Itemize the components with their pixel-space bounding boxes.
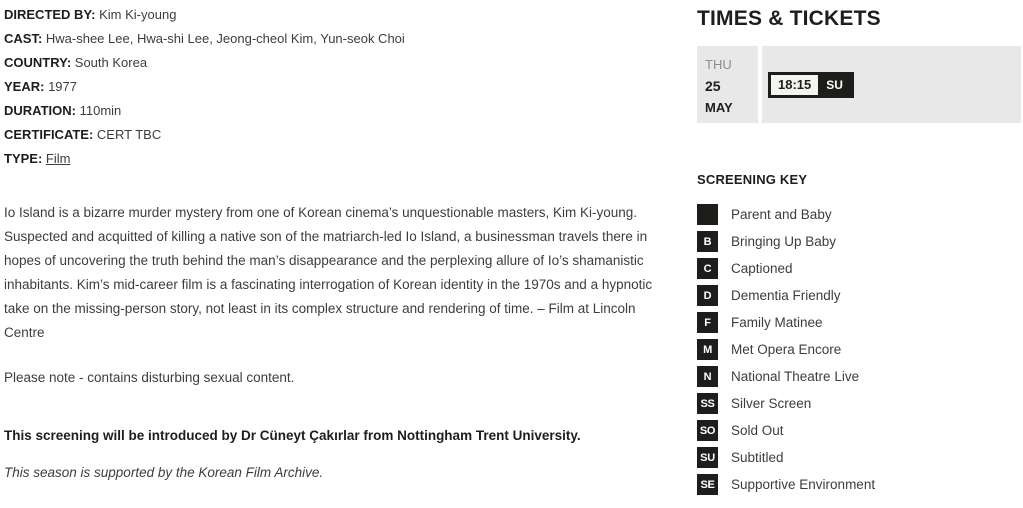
screening-date: 25 — [705, 78, 721, 94]
screening-intro-note: This screening will be introduced by Dr Cüneyt Çakırlar from Nottingham Trent University. — [4, 428, 581, 443]
screening-key-list — [697, 201, 1021, 498]
film-description: Io Island is a bizarre murder mystery from one of Korean cinema’s unquestionable masters, Kim Ki-young. Suspected and acquitted of killing a native son of the matriarch-led Io Island, a businessman travels there in hopes of uncovering the truth behind the man’s disappearance and the perplexing allure of Io’s shamanistic inhabitants. Kim’s mid-career film is a fascinating interrogation of Korean identity in the 1970s and a hypnotic take on the missing-person story, not least in its complex structure and rendering of time. – Film at Lincoln Centre — [4, 205, 653, 340]
meta-value: Kim Ki-young — [99, 7, 177, 22]
meta-label: TYPE: — [4, 151, 46, 166]
screening-key-row — [697, 417, 1021, 444]
meta-label: DURATION: — [4, 103, 80, 118]
screening-key-badge-icon: SS — [697, 393, 718, 414]
meta-row — [4, 123, 664, 147]
film-meta-list — [4, 3, 664, 171]
screening-key-label: Captioned — [731, 261, 793, 276]
screening-key-label: Sold Out — [731, 423, 784, 438]
meta-row — [4, 27, 664, 51]
screening-key-label: Supportive Environment — [731, 477, 876, 492]
content-warning-note: Please note - contains disturbing sexual content. — [4, 370, 295, 385]
meta-label: CERTIFICATE: — [4, 127, 97, 142]
screening-key-badge-icon: SU — [697, 447, 718, 468]
meta-row — [4, 147, 664, 171]
meta-value: Hwa-shee Lee, Hwa-shi Lee, Jeong-cheol Kim, Yun-seok Choi — [45, 31, 405, 46]
screening-key-row — [697, 444, 1021, 471]
screening-key-badge-icon: SE — [697, 474, 718, 495]
screening-key-label: Silver Screen — [731, 396, 812, 411]
screening-key-row — [697, 201, 1021, 228]
showtime-time: 18:15 — [771, 75, 818, 95]
screening-key-badge-icon: N — [697, 366, 718, 387]
showtime-subtitled-tag: SU — [818, 75, 851, 95]
screening-key-badge-icon: F — [697, 312, 718, 333]
screening-key-row — [697, 228, 1021, 255]
showings-cell — [762, 46, 1021, 123]
screening-key-row — [697, 363, 1021, 390]
showtime-button[interactable] — [768, 72, 854, 98]
meta-label: YEAR: — [4, 79, 49, 94]
screening-day: THU — [705, 57, 732, 72]
screening-key-row — [697, 390, 1021, 417]
screening-key-row — [697, 255, 1021, 282]
screening-key-label: Dementia Friendly — [731, 288, 841, 303]
screening-key-badge-icon: C — [697, 258, 718, 279]
screening-key-row — [697, 336, 1021, 363]
meta-value: South Korea — [74, 55, 148, 70]
meta-value: 110min — [79, 103, 122, 118]
screening-key-label: Subtitled — [731, 450, 784, 465]
meta-row — [4, 99, 664, 123]
meta-row — [4, 75, 664, 99]
screening-key-row — [697, 471, 1021, 498]
meta-row — [4, 51, 664, 75]
season-support-note: This season is supported by the Korean Film Archive. — [4, 465, 324, 480]
screening-key-badge-icon: SO — [697, 420, 718, 441]
screening-key-label: Family Matinee — [731, 315, 823, 330]
screening-date-cell — [697, 46, 758, 123]
screening-key-label: National Theatre Live — [731, 369, 860, 384]
meta-value: CERT TBC — [96, 127, 162, 142]
times-tickets-column — [697, 0, 1021, 498]
screening-key-badge-icon — [697, 204, 718, 225]
screening-key-row — [697, 309, 1021, 336]
screening-key-label: Bringing Up Baby — [731, 234, 837, 249]
meta-label: COUNTRY: — [4, 55, 75, 70]
screening-key-badge-icon: M — [697, 339, 718, 360]
screening-month: MAY — [705, 100, 733, 115]
meta-label: DIRECTED BY: — [4, 7, 100, 22]
screening-key-label: Parent and Baby — [731, 207, 832, 222]
film-info-column — [4, 3, 664, 485]
meta-value: 1977 — [48, 79, 77, 94]
screening-key-heading: SCREENING KEY — [697, 172, 808, 187]
screening-key-label: Met Opera Encore — [731, 342, 842, 357]
times-tickets-heading: TIMES & TICKETS — [697, 7, 881, 30]
screening-date-row — [697, 46, 1021, 123]
meta-row — [4, 3, 664, 27]
screening-key-badge-icon: B — [697, 231, 718, 252]
meta-label: CAST: — [4, 31, 46, 46]
screening-key-row — [697, 282, 1021, 309]
screening-key-badge-icon: D — [697, 285, 718, 306]
meta-value-link[interactable]: Film — [45, 151, 71, 166]
